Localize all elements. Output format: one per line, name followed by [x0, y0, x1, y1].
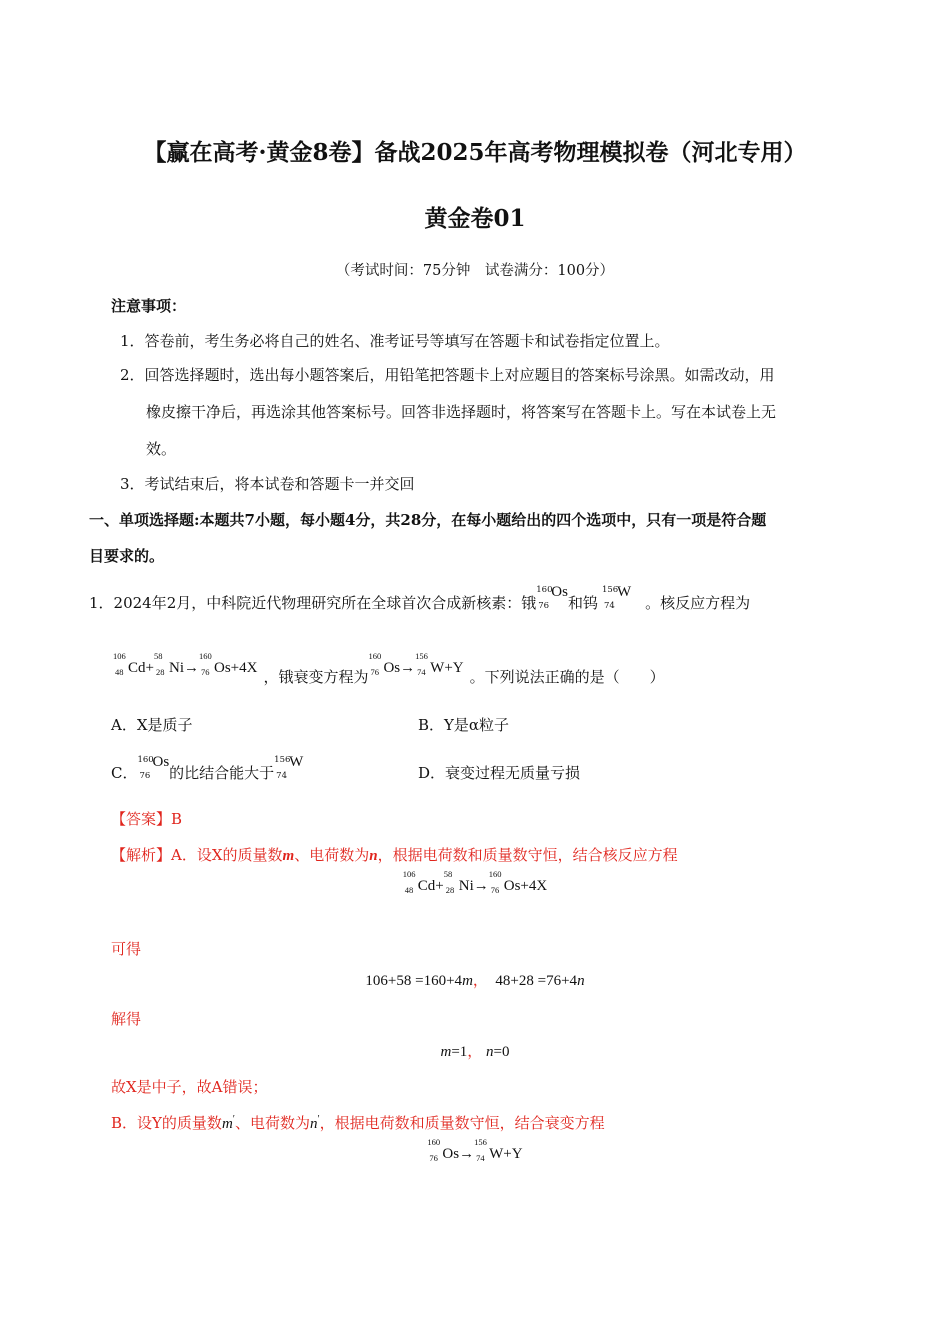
os-mass-number: 160: [427, 1137, 441, 1147]
w-charge-number: 74: [417, 667, 426, 677]
decay-tail: +Y: [444, 660, 464, 676]
os-symbol: Os: [503, 878, 521, 894]
os-mass-number: 160: [536, 585, 553, 595]
q1-stem-part-1: 1．2024年2月，中科院近代物理研究所在全球首次合成新核素：锇: [89, 594, 537, 612]
analysis-b-part-3: ，根据电荷数和质量数守恒，结合衰变方程: [319, 1114, 605, 1132]
jiede-label: 解得: [111, 1010, 142, 1028]
os-charge-number: 76: [200, 667, 210, 677]
var-n: n: [309, 1116, 318, 1132]
conservation-equations: [0, 969, 950, 990]
w-charge-number: 74: [276, 771, 287, 781]
var-m: m: [221, 1116, 233, 1132]
notice-item-1: 1．答卷前，考生务必将自己的姓名、准考证号等填写在答题卡和试卷指定位置上。: [120, 332, 670, 350]
os-mass-number: 160: [488, 869, 502, 879]
cd-mass-number: 106: [402, 869, 416, 879]
question-1-stem-line-2: [113, 651, 665, 687]
notice-item-2-line-3: 效。: [146, 440, 177, 458]
charge-equation: 48+28 =76+4: [495, 973, 578, 989]
cd-mass-number: 106: [113, 651, 126, 661]
analysis-a-part-2: 、电荷数为: [294, 846, 370, 864]
option-c-prefix: C．: [111, 764, 138, 782]
result-m: =1: [451, 1044, 468, 1060]
option-c: [111, 754, 304, 783]
ni-charge-number: 28: [445, 885, 455, 895]
solved-values: [0, 1040, 950, 1061]
w-charge-number: 74: [603, 601, 615, 611]
os-symbol: Os: [383, 660, 401, 676]
cd-symbol: Cd: [417, 878, 436, 894]
arrow: →: [183, 660, 199, 676]
w-nuclide: [601, 584, 632, 613]
os-symbol: Os: [152, 754, 170, 770]
conclusion-a: 故X是中子，故A错误；: [111, 1078, 268, 1096]
os-mass-number: 160: [368, 651, 382, 661]
w-nuclide: [274, 754, 304, 783]
comma: ，: [472, 973, 488, 989]
section-heading-line-1: 一、单项选择题:本题共7小题，每小题4分，共28分，在每小题给出的四个选项中，只有一项是符合题: [89, 511, 767, 529]
prime-mark: ′: [232, 1114, 235, 1125]
w-mass-number: 156: [274, 755, 291, 765]
option-d: D．衰变过程无质量亏损: [418, 764, 581, 782]
reaction-tail: +4X: [230, 660, 258, 676]
reaction-tail: +4X: [520, 878, 548, 894]
w-symbol: W: [489, 1146, 504, 1162]
os-mass-number: 160: [137, 755, 154, 765]
os-charge-number: 76: [490, 885, 500, 895]
analysis-a-part-1: A．设X的质量数: [171, 846, 283, 864]
var-m: m: [462, 973, 473, 989]
os-nuclide: [536, 584, 568, 613]
os-symbol: Os: [551, 584, 568, 600]
option-b: B．Y是α粒子: [418, 716, 510, 734]
plus-sign: +: [435, 878, 444, 894]
centered-reaction-equation: [0, 869, 950, 895]
ni-mass-number: 58: [153, 651, 163, 661]
os-mass-number: 160: [198, 651, 212, 661]
answer-label: 【答案】B: [111, 810, 183, 828]
kede-label: 可得: [111, 940, 142, 958]
w-symbol: W: [616, 584, 632, 600]
centered-decay-equation: [0, 1137, 950, 1163]
section-heading-line-2: 目要求的。: [89, 547, 165, 565]
analysis-a-line: [111, 844, 678, 865]
analysis-a-part-3: ，根据电荷数和质量数守恒，结合核反应方程: [377, 846, 678, 864]
q1-stem2-part-1: ，锇衰变方程为: [263, 668, 369, 686]
arrow: →: [473, 878, 489, 894]
exam-title: 【赢在高考·黄金8卷】备战2025年高考物理模拟卷（河北专用）: [143, 139, 807, 166]
os-charge-number: 76: [370, 667, 379, 677]
var-n: n: [577, 973, 585, 989]
w-mass-number: 156: [415, 651, 428, 661]
ni-mass-number: 58: [443, 869, 453, 879]
w-mass-number: 156: [474, 1137, 487, 1147]
notice-item-2-line-1: 2．回答选择题时，选出每小题答案后，用铅笔把答题卡上对应题目的答案标号涂黑。如需改动，用: [120, 366, 775, 384]
option-a: A．X是质子: [111, 716, 193, 734]
notice-item-2-line-2: 橡皮擦干净后，再选涂其他答案标号。回答非选择题时，将答案写在答题卡上。写在本试卷上无: [146, 403, 777, 421]
mass-equation: 106+58 =160+4: [365, 973, 463, 989]
os-symbol: Os: [442, 1146, 460, 1162]
decay-equation: [368, 651, 464, 677]
os-charge-number: 76: [139, 771, 151, 781]
exam-info: （考试时间：75分钟 试卷满分：100分）: [335, 263, 615, 279]
result-n: =0: [493, 1044, 510, 1060]
cd-charge-number: 48: [404, 885, 414, 895]
question-1-stem-line-1: [89, 584, 751, 613]
os-symbol: Os: [213, 660, 231, 676]
os-charge-number: 76: [538, 601, 550, 611]
var-n: n: [369, 848, 378, 864]
arrow: →: [400, 660, 416, 676]
paper-subtitle: 黄金卷01: [424, 205, 526, 232]
q1-stem2-part-2: 。下列说法正确的是（ ）: [469, 668, 665, 686]
os-nuclide: [137, 754, 170, 783]
ni-symbol: Ni: [168, 660, 184, 676]
ni-charge-number: 28: [155, 667, 165, 677]
q1-stem-part-2: 和钨: [567, 594, 598, 612]
os-charge-number: 76: [429, 1153, 438, 1163]
var-m: m: [440, 1044, 452, 1060]
ni-symbol: Ni: [458, 878, 474, 894]
w-mass-number: 156: [601, 585, 619, 595]
nuclear-reaction-equation: [113, 651, 258, 677]
w-symbol: W: [289, 754, 304, 770]
analysis-b-line: [111, 1112, 605, 1133]
notice-item-3: 3．考试结束后，将本试卷和答题卡一并交回: [120, 475, 415, 493]
cd-charge-number: 48: [115, 667, 124, 677]
cd-symbol: Cd: [128, 660, 146, 676]
notice-heading: 注意事项：: [111, 297, 187, 315]
comma: ，: [467, 1044, 483, 1060]
decay-tail: +Y: [503, 1146, 523, 1162]
arrow: →: [459, 1146, 475, 1162]
analysis-label: 【解析】: [111, 846, 172, 864]
w-symbol: W: [430, 660, 445, 676]
plus-sign: +: [145, 660, 154, 676]
analysis-b-part-2: 、电荷数为: [234, 1114, 310, 1132]
var-m: m: [282, 848, 295, 864]
w-charge-number: 74: [476, 1153, 485, 1163]
q1-stem-part-3: 。核反应方程为: [645, 594, 751, 612]
var-n: n: [486, 1044, 494, 1060]
option-c-text: 的比结合能大于: [169, 764, 275, 782]
analysis-b-part-1: B．设Y的质量数: [111, 1114, 222, 1132]
prime-mark: ′: [317, 1114, 320, 1125]
